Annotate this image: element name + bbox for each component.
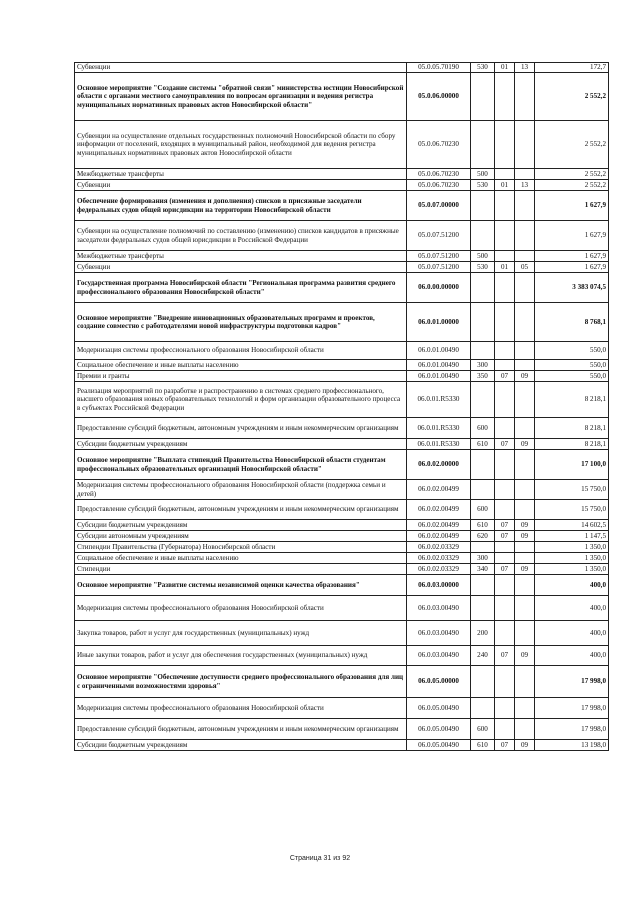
row-vr-cell [471, 666, 495, 698]
row-vr-cell [471, 303, 495, 342]
table-row [75, 596, 609, 621]
row-code-cell: 06.0.02.00000 [407, 450, 471, 480]
row-rz-cell [495, 542, 515, 553]
row-rz-cell: 07 [495, 531, 515, 542]
row-pr-cell [515, 360, 535, 371]
row-amount-cell: 2 552,2 [535, 121, 609, 169]
row-code-cell: 06.0.02.00499 [407, 520, 471, 531]
row-rz-cell [495, 596, 515, 621]
table-row [75, 418, 609, 439]
row-code-cell: 05.0.06.70230 [407, 180, 471, 191]
table-row [75, 531, 609, 542]
row-pr-cell [515, 666, 535, 698]
row-name-cell: Субсидии бюджетным учреждениям [75, 740, 407, 751]
row-amount-cell: 14 602,5 [535, 520, 609, 531]
row-amount-cell: 550,0 [535, 342, 609, 360]
table-row [75, 520, 609, 531]
row-rz-cell [495, 303, 515, 342]
table-row [75, 360, 609, 371]
row-amount-cell: 8 218,1 [535, 439, 609, 450]
table-row [75, 740, 609, 751]
row-amount-cell: 15 750,0 [535, 480, 609, 500]
table-row [75, 719, 609, 740]
row-amount-cell: 2 552,2 [535, 180, 609, 191]
row-amount-cell: 13 198,0 [535, 740, 609, 751]
table-row [75, 480, 609, 500]
table-row [75, 251, 609, 262]
row-pr-cell [515, 542, 535, 553]
row-rz-cell [495, 480, 515, 500]
table-row [75, 564, 609, 575]
row-name-cell: Стипендии Правительства (Губернатора) Новосибирской области [75, 542, 407, 553]
row-name-cell: Основное мероприятие "Выплата стипендий Правительства Новосибирской области студентам профессиональных образовательных организаций Новосибирской области" [75, 450, 407, 480]
table-row [75, 575, 609, 596]
row-rz-cell: 07 [495, 646, 515, 666]
row-amount-cell: 172,7 [535, 63, 609, 73]
row-vr-cell: 600 [471, 418, 495, 439]
row-name-cell: Субвенции на осуществление отдельных государственных полномочий Новосибирской области по сбору информации от поселений, входящих в муниципальный район, необходимой для ведения регистра муниципальных нормативных правовых актов Новосибирской области [75, 121, 407, 169]
row-name-cell: Субвенции [75, 63, 407, 73]
table-row [75, 666, 609, 698]
row-amount-cell: 1 627,9 [535, 262, 609, 273]
table-row [75, 450, 609, 480]
table-row [75, 73, 609, 121]
row-vr-cell: 610 [471, 740, 495, 751]
row-code-cell: 06.0.01.00490 [407, 360, 471, 371]
row-rz-cell [495, 500, 515, 520]
row-vr-cell [471, 191, 495, 221]
row-amount-cell: 1 627,9 [535, 191, 609, 221]
row-vr-cell [471, 342, 495, 360]
table-row [75, 553, 609, 564]
row-code-cell: 06.0.01.R5330 [407, 382, 471, 418]
row-amount-cell: 1 627,9 [535, 251, 609, 262]
row-amount-cell: 15 750,0 [535, 500, 609, 520]
row-name-cell: Обеспечение формирования (изменения и дополнения) списков в присяжные заседатели федеральных судов общей юрисдикции на территории Новосибирской области [75, 191, 407, 221]
table-row [75, 646, 609, 666]
row-pr-cell: 05 [515, 262, 535, 273]
row-amount-cell: 400,0 [535, 646, 609, 666]
row-name-cell: Основное мероприятие "Обеспечение доступности среднего профессионального образования для лиц с ограниченными возможностями здоровья" [75, 666, 407, 698]
row-pr-cell [515, 303, 535, 342]
row-amount-cell: 400,0 [535, 621, 609, 646]
row-name-cell: Государственная программа Новосибирской области "Региональная программа развития среднего профессионального образования Новосибирской области" [75, 273, 407, 303]
row-name-cell: Иные закупки товаров, работ и услуг для обеспечения государственных (муниципальных) нужд [75, 646, 407, 666]
table-row [75, 500, 609, 520]
row-pr-cell [515, 500, 535, 520]
row-rz-cell [495, 621, 515, 646]
row-rz-cell: 07 [495, 439, 515, 450]
row-pr-cell: 09 [515, 531, 535, 542]
row-vr-cell [471, 121, 495, 169]
row-name-cell: Субсидии бюджетным учреждениям [75, 439, 407, 450]
row-name-cell: Основное мероприятие "Создание системы "обратной связи" министерства юстиции Новосибирской области с органами местного самоуправления по вопросам организации и ведения регистра муниципальных нормативных правовых актов Новосибирской области" [75, 73, 407, 121]
row-name-cell: Субсидии бюджетным учреждениям [75, 520, 407, 531]
row-pr-cell: 09 [515, 646, 535, 666]
row-pr-cell [515, 342, 535, 360]
row-code-cell: 06.0.01.00000 [407, 303, 471, 342]
row-rz-cell [495, 221, 515, 251]
table-row [75, 371, 609, 382]
row-vr-cell [471, 221, 495, 251]
row-amount-cell: 2 552,2 [535, 73, 609, 121]
row-code-cell: 05.0.07.51200 [407, 262, 471, 273]
row-rz-cell [495, 73, 515, 121]
row-pr-cell: 09 [515, 740, 535, 751]
row-code-cell: 06.0.02.03329 [407, 542, 471, 553]
row-name-cell: Субвенции [75, 262, 407, 273]
row-vr-cell: 500 [471, 169, 495, 180]
row-amount-cell: 8 218,1 [535, 418, 609, 439]
row-code-cell: 06.0.03.00000 [407, 575, 471, 596]
row-amount-cell: 17 998,0 [535, 698, 609, 719]
row-name-cell: Социальное обеспечение и иные выплаты населению [75, 360, 407, 371]
row-name-cell: Основное мероприятие "Развитие системы независимой оценки качества образования" [75, 575, 407, 596]
table-row [75, 121, 609, 169]
row-amount-cell: 1 350,0 [535, 553, 609, 564]
row-pr-cell: 09 [515, 371, 535, 382]
row-vr-cell: 300 [471, 360, 495, 371]
row-vr-cell: 530 [471, 180, 495, 191]
row-vr-cell: 530 [471, 63, 495, 73]
row-pr-cell [515, 553, 535, 564]
row-amount-cell: 17 100,0 [535, 450, 609, 480]
row-rz-cell: 07 [495, 520, 515, 531]
row-pr-cell: 13 [515, 63, 535, 73]
row-name-cell: Предоставление субсидий бюджетным, автономным учреждениям и иным некоммерческим организациям [75, 418, 407, 439]
row-amount-cell: 8 768,1 [535, 303, 609, 342]
row-vr-cell [471, 450, 495, 480]
row-rz-cell: 07 [495, 740, 515, 751]
row-pr-cell [515, 480, 535, 500]
row-name-cell: Предоставление субсидий бюджетным, автономным учреждениям и иным некоммерческим организациям [75, 719, 407, 740]
table-row [75, 169, 609, 180]
row-vr-cell: 610 [471, 520, 495, 531]
row-pr-cell: 13 [515, 180, 535, 191]
row-code-cell: 06.0.01.R5330 [407, 439, 471, 450]
row-rz-cell [495, 666, 515, 698]
row-rz-cell [495, 382, 515, 418]
row-code-cell: 06.0.05.00490 [407, 740, 471, 751]
row-name-cell: Модернизация системы профессионального образования Новосибирской области (поддержка семьи и детей) [75, 480, 407, 500]
row-amount-cell: 8 218,1 [535, 382, 609, 418]
row-amount-cell: 17 998,0 [535, 719, 609, 740]
row-rz-cell [495, 698, 515, 719]
row-name-cell: Субсидии автономным учреждениям [75, 531, 407, 542]
row-pr-cell [515, 221, 535, 251]
row-code-cell: 06.0.02.00499 [407, 500, 471, 520]
row-pr-cell [515, 273, 535, 303]
row-vr-cell: 240 [471, 646, 495, 666]
row-code-cell: 06.0.03.00490 [407, 621, 471, 646]
table-row [75, 382, 609, 418]
row-rz-cell: 01 [495, 180, 515, 191]
table-row [75, 439, 609, 450]
row-rz-cell [495, 553, 515, 564]
row-pr-cell: 09 [515, 564, 535, 575]
row-name-cell: Модернизация системы профессионального образования Новосибирской области [75, 342, 407, 360]
row-amount-cell: 550,0 [535, 360, 609, 371]
row-rz-cell: 07 [495, 564, 515, 575]
row-pr-cell [515, 450, 535, 480]
row-code-cell: 06.0.02.03329 [407, 553, 471, 564]
row-pr-cell [515, 382, 535, 418]
row-code-cell: 06.0.05.00000 [407, 666, 471, 698]
row-vr-cell [471, 73, 495, 121]
page-number: Страница 31 из 92 [289, 855, 351, 862]
row-rz-cell [495, 191, 515, 221]
row-name-cell: Реализация мероприятий по разработке и распространению в системах среднего профессионального, высшего образования новых образовательных технологий и форм организации образовательного процесса в субъектах Российской Федерации [75, 382, 407, 418]
row-rz-cell [495, 719, 515, 740]
row-vr-cell [471, 480, 495, 500]
row-amount-cell: 1 350,0 [535, 542, 609, 553]
row-code-cell: 06.0.05.00490 [407, 719, 471, 740]
row-name-cell: Межбюджетные трансферты [75, 251, 407, 262]
row-name-cell: Социальное обеспечение и иные выплаты населению [75, 553, 407, 564]
row-code-cell: 06.0.03.00490 [407, 646, 471, 666]
table-row [75, 698, 609, 719]
row-pr-cell: 09 [515, 439, 535, 450]
row-amount-cell: 550,0 [535, 371, 609, 382]
table-row [75, 180, 609, 191]
row-name-cell: Субвенции [75, 180, 407, 191]
row-rz-cell [495, 273, 515, 303]
row-rz-cell [495, 169, 515, 180]
row-code-cell: 06.0.01.R5330 [407, 418, 471, 439]
row-rz-cell [495, 360, 515, 371]
row-vr-cell: 600 [471, 719, 495, 740]
row-pr-cell [515, 596, 535, 621]
row-rz-cell [495, 450, 515, 480]
row-code-cell: 06.0.00.00000 [407, 273, 471, 303]
row-vr-cell [471, 698, 495, 719]
row-pr-cell [515, 621, 535, 646]
row-code-cell: 05.0.06.70230 [407, 121, 471, 169]
row-vr-cell: 600 [471, 500, 495, 520]
row-vr-cell [471, 575, 495, 596]
row-code-cell: 05.0.07.00000 [407, 191, 471, 221]
row-vr-cell: 500 [471, 251, 495, 262]
row-rz-cell [495, 575, 515, 596]
row-pr-cell [515, 575, 535, 596]
row-vr-cell [471, 596, 495, 621]
row-code-cell: 06.0.02.03329 [407, 564, 471, 575]
row-vr-cell: 200 [471, 621, 495, 646]
row-name-cell: Модернизация системы профессионального образования Новосибирской области [75, 698, 407, 719]
row-amount-cell: 17 998,0 [535, 666, 609, 698]
table-row [75, 262, 609, 273]
row-amount-cell: 400,0 [535, 596, 609, 621]
table-row [75, 621, 609, 646]
row-amount-cell: 1 147,5 [535, 531, 609, 542]
row-pr-cell [515, 251, 535, 262]
row-name-cell: Субвенции на осуществление полномочий по составлению (изменению) списков кандидатов в присяжные заседатели федеральных судов общей юрисдикции в Российской Федерации [75, 221, 407, 251]
row-rz-cell [495, 342, 515, 360]
row-code-cell: 05.0.05.70190 [407, 63, 471, 73]
table-row [75, 342, 609, 360]
row-vr-cell: 340 [471, 564, 495, 575]
row-amount-cell: 1 350,0 [535, 564, 609, 575]
row-rz-cell: 01 [495, 262, 515, 273]
row-name-cell: Межбюджетные трансферты [75, 169, 407, 180]
row-vr-cell [471, 273, 495, 303]
row-rz-cell [495, 418, 515, 439]
table-row [75, 191, 609, 221]
row-code-cell: 06.0.03.00490 [407, 596, 471, 621]
row-name-cell: Предоставление субсидий бюджетным, автономным учреждениям и иным некоммерческим организациям [75, 500, 407, 520]
row-amount-cell: 2 552,2 [535, 169, 609, 180]
row-pr-cell [515, 169, 535, 180]
row-code-cell: 06.0.05.00490 [407, 698, 471, 719]
row-amount-cell: 3 383 074,5 [535, 273, 609, 303]
row-vr-cell [471, 382, 495, 418]
row-name-cell: Основное мероприятие "Внедрение инновационных образовательных программ и проектов, создание совместно с работодателями новой инфраструктуры подготовки кадров" [75, 303, 407, 342]
row-amount-cell: 400,0 [535, 575, 609, 596]
row-pr-cell [515, 719, 535, 740]
row-vr-cell: 620 [471, 531, 495, 542]
row-vr-cell: 530 [471, 262, 495, 273]
row-code-cell: 06.0.02.00499 [407, 531, 471, 542]
row-code-cell: 06.0.01.00490 [407, 342, 471, 360]
row-code-cell: 06.0.02.00499 [407, 480, 471, 500]
row-name-cell: Закупка товаров, работ и услуг для государственных (муниципальных) нужд [75, 621, 407, 646]
row-pr-cell [515, 418, 535, 439]
row-rz-cell: 01 [495, 63, 515, 73]
row-name-cell: Стипендии [75, 564, 407, 575]
row-code-cell: 05.0.06.00000 [407, 73, 471, 121]
row-vr-cell: 610 [471, 439, 495, 450]
row-amount-cell: 1 627,9 [535, 221, 609, 251]
row-rz-cell [495, 121, 515, 169]
row-pr-cell: 09 [515, 520, 535, 531]
row-code-cell: 05.0.07.51200 [407, 221, 471, 251]
row-rz-cell: 07 [495, 371, 515, 382]
table-row [75, 273, 609, 303]
row-vr-cell: 300 [471, 553, 495, 564]
budget-table [74, 62, 609, 751]
row-code-cell: 06.0.01.00490 [407, 371, 471, 382]
row-code-cell: 05.0.07.51200 [407, 251, 471, 262]
row-rz-cell [495, 251, 515, 262]
row-pr-cell [515, 121, 535, 169]
budget-table-body [75, 63, 609, 751]
row-name-cell: Модернизация системы профессионального образования Новосибирской области [75, 596, 407, 621]
row-vr-cell: 350 [471, 371, 495, 382]
row-name-cell: Премии и гранты [75, 371, 407, 382]
row-pr-cell [515, 73, 535, 121]
row-vr-cell [471, 542, 495, 553]
table-row [75, 542, 609, 553]
table-row [75, 63, 609, 73]
row-pr-cell [515, 191, 535, 221]
table-row [75, 221, 609, 251]
row-code-cell: 05.0.06.70230 [407, 169, 471, 180]
row-pr-cell [515, 698, 535, 719]
table-row [75, 303, 609, 342]
